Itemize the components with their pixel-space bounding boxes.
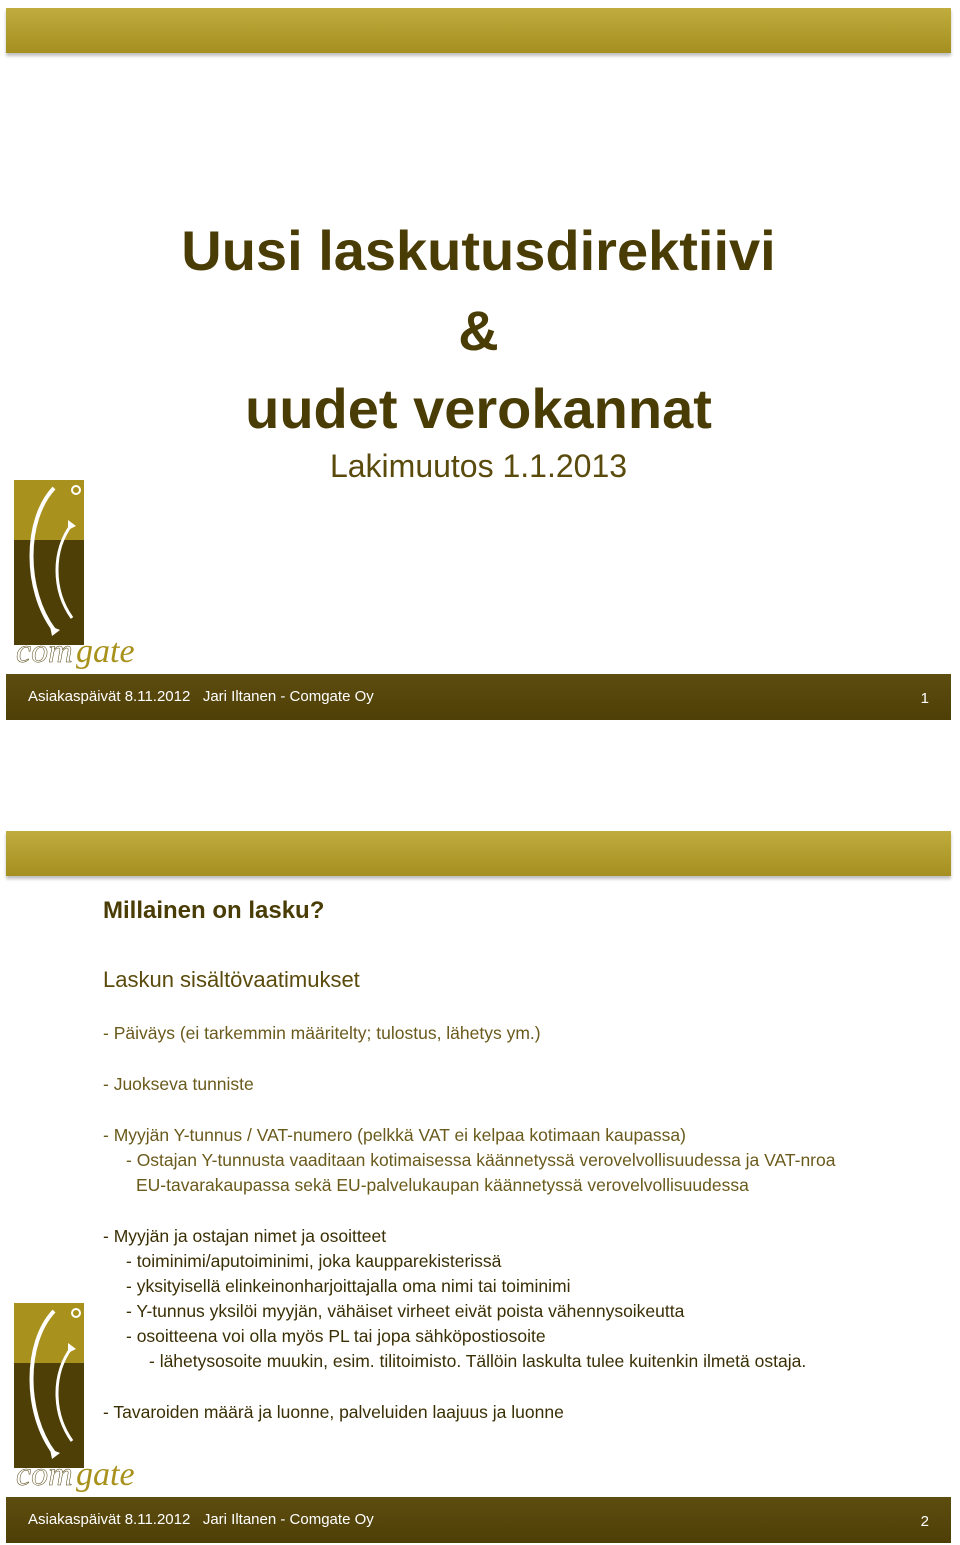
slide-header-bar xyxy=(6,831,951,876)
page-number: 1 xyxy=(920,690,929,707)
title-line-3: uudet verokannat xyxy=(245,377,712,440)
comgate-logo xyxy=(14,1303,156,1493)
subtitle: Lakimuutos 1.1.2013 xyxy=(329,448,628,484)
footer-text: Asiakaspäivät 8.11.2012 Jari Iltanen - Comgate Oy xyxy=(28,1511,374,1528)
svg-text:gate: gate xyxy=(76,1456,135,1493)
list-item: - Myyjän ja ostajan nimet ja osoitteet xyxy=(103,1226,387,1246)
slide-title: Millainen on lasku? xyxy=(103,897,325,924)
list-item: - lähetysosoite muukin, esim. tilitoimisto. Tällöin laskulta tulee kuitenkin ilmetä ostaja. xyxy=(149,1351,807,1371)
list-item: - Myyjän Y-tunnus / VAT-numero (pelkkä VAT ei kelpaa kotimaan kaupassa) xyxy=(103,1125,686,1145)
logo-text: com xyxy=(16,633,73,670)
list-item: - Y-tunnus yksilöi myyjän, vähäiset virheet eivät poista vähennysoikeutta xyxy=(126,1301,685,1321)
slide-footer xyxy=(6,674,951,720)
title-line-1: Uusi laskutusdirektiivi xyxy=(181,219,776,282)
slide-2 xyxy=(6,831,951,1543)
slide-1 xyxy=(6,8,951,720)
list-item: - toiminimi/aputoiminimi, joka kaupparekisterissä xyxy=(126,1251,502,1271)
list-item: - yksityisellä elinkeinonharjoittajalla oma nimi tai toiminimi xyxy=(126,1276,571,1296)
footer-text: Asiakaspäivät 8.11.2012 Jari Iltanen - Comgate Oy xyxy=(28,688,374,705)
list-item: EU-tavarakaupassa sekä EU-palvelukaupan käännetyssä verovelvollisuudessa xyxy=(136,1175,749,1195)
title-line-2: & xyxy=(458,299,499,362)
svg-text:gate: gate xyxy=(76,633,135,670)
list-item: - Tavaroiden määrä ja luonne, palveluiden laajuus ja luonne xyxy=(103,1402,564,1422)
list-item: - Päiväys (ei tarkemmin määritelty; tulostus, lähetys ym.) xyxy=(103,1023,541,1043)
list-item: - Juokseva tunniste xyxy=(103,1074,254,1094)
list-item: - osoitteena voi olla myös PL tai jopa sähköpostiosoite xyxy=(126,1326,546,1346)
slide-header-bar xyxy=(6,8,951,53)
svg-text:com: com xyxy=(16,1456,73,1493)
slide-subtitle: Laskun sisältövaatimukset xyxy=(103,967,360,992)
page-number: 2 xyxy=(920,1513,929,1530)
comgate-logo xyxy=(14,480,156,670)
slide-footer xyxy=(6,1497,951,1543)
list-item: - Ostajan Y-tunnusta vaaditaan kotimaisessa käännetyssä verovelvollisuudessa ja VAT-nroa xyxy=(126,1150,836,1170)
